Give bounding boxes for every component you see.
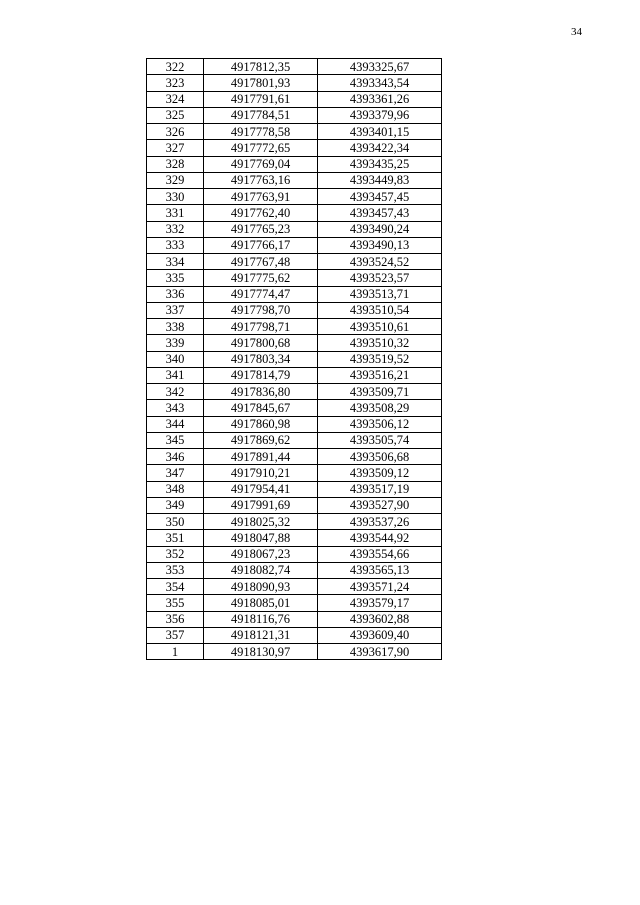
table-row	[147, 91, 442, 107]
x-coordinate-cell: 4917860,98	[204, 416, 318, 432]
x-coordinate-cell: 4917763,16	[204, 172, 318, 188]
table-row	[147, 627, 442, 643]
x-coordinate-cell: 4917869,62	[204, 432, 318, 448]
point-number-cell: 357	[147, 627, 204, 643]
table-row	[147, 237, 442, 253]
table-row	[147, 156, 442, 172]
y-coordinate-cell: 4393361,26	[318, 91, 442, 107]
point-number-cell: 322	[147, 59, 204, 75]
y-coordinate-cell: 4393505,74	[318, 432, 442, 448]
point-number-cell: 354	[147, 579, 204, 595]
y-coordinate-cell: 4393513,71	[318, 286, 442, 302]
x-coordinate-cell: 4917800,68	[204, 335, 318, 351]
x-coordinate-cell: 4917762,40	[204, 205, 318, 221]
y-coordinate-cell: 4393457,43	[318, 205, 442, 221]
point-number-cell: 356	[147, 611, 204, 627]
x-coordinate-cell: 4917798,71	[204, 319, 318, 335]
table-row	[147, 644, 442, 660]
table-row	[147, 351, 442, 367]
table-row	[147, 579, 442, 595]
table-row	[147, 205, 442, 221]
point-number-cell: 328	[147, 156, 204, 172]
x-coordinate-cell: 4917774,47	[204, 286, 318, 302]
y-coordinate-cell: 4393379,96	[318, 107, 442, 123]
page-number: 34	[571, 26, 582, 38]
y-coordinate-cell: 4393509,12	[318, 465, 442, 481]
point-number-cell: 345	[147, 432, 204, 448]
x-coordinate-cell: 4917845,67	[204, 400, 318, 416]
point-number-cell: 343	[147, 400, 204, 416]
x-coordinate-cell: 4917765,23	[204, 221, 318, 237]
table-row	[147, 530, 442, 546]
x-coordinate-cell: 4917775,62	[204, 270, 318, 286]
x-coordinate-cell: 4917803,34	[204, 351, 318, 367]
x-coordinate-cell: 4917767,48	[204, 254, 318, 270]
x-coordinate-cell: 4917778,58	[204, 124, 318, 140]
x-coordinate-cell: 4918130,97	[204, 644, 318, 660]
table-row	[147, 319, 442, 335]
y-coordinate-cell: 4393510,61	[318, 319, 442, 335]
y-coordinate-cell: 4393422,34	[318, 140, 442, 156]
table-row	[147, 367, 442, 383]
x-coordinate-cell: 4918116,76	[204, 611, 318, 627]
y-coordinate-cell: 4393508,29	[318, 400, 442, 416]
point-number-cell: 324	[147, 91, 204, 107]
point-number-cell: 342	[147, 384, 204, 400]
table-row	[147, 497, 442, 513]
y-coordinate-cell: 4393537,26	[318, 514, 442, 530]
table-row	[147, 59, 442, 75]
y-coordinate-cell: 4393510,54	[318, 302, 442, 318]
y-coordinate-cell: 4393579,17	[318, 595, 442, 611]
y-coordinate-cell: 4393523,57	[318, 270, 442, 286]
table-row	[147, 400, 442, 416]
point-number-cell: 346	[147, 449, 204, 465]
x-coordinate-cell: 4917812,35	[204, 59, 318, 75]
point-number-cell: 355	[147, 595, 204, 611]
point-number-cell: 334	[147, 254, 204, 270]
x-coordinate-cell: 4918090,93	[204, 579, 318, 595]
table-row	[147, 221, 442, 237]
x-coordinate-cell: 4917991,69	[204, 497, 318, 513]
table-row	[147, 302, 442, 318]
y-coordinate-cell: 4393506,68	[318, 449, 442, 465]
y-coordinate-cell: 4393449,83	[318, 172, 442, 188]
table-row	[147, 611, 442, 627]
point-number-cell: 352	[147, 546, 204, 562]
x-coordinate-cell: 4917798,70	[204, 302, 318, 318]
point-number-cell: 329	[147, 172, 204, 188]
point-number-cell: 347	[147, 465, 204, 481]
coordinates-table-body	[147, 59, 442, 660]
table-row	[147, 189, 442, 205]
table-row	[147, 124, 442, 140]
point-number-cell: 337	[147, 302, 204, 318]
x-coordinate-cell: 4918047,88	[204, 530, 318, 546]
y-coordinate-cell: 4393490,13	[318, 237, 442, 253]
point-number-cell: 335	[147, 270, 204, 286]
y-coordinate-cell: 4393565,13	[318, 562, 442, 578]
y-coordinate-cell: 4393516,21	[318, 367, 442, 383]
x-coordinate-cell: 4917763,91	[204, 189, 318, 205]
x-coordinate-cell: 4917836,80	[204, 384, 318, 400]
table-row	[147, 140, 442, 156]
y-coordinate-cell: 4393435,25	[318, 156, 442, 172]
y-coordinate-cell: 4393517,19	[318, 481, 442, 497]
x-coordinate-cell: 4917772,65	[204, 140, 318, 156]
point-number-cell: 349	[147, 497, 204, 513]
x-coordinate-cell: 4917766,17	[204, 237, 318, 253]
point-number-cell: 336	[147, 286, 204, 302]
table-row	[147, 286, 442, 302]
x-coordinate-cell: 4918085,01	[204, 595, 318, 611]
x-coordinate-cell: 4917910,21	[204, 465, 318, 481]
table-row	[147, 416, 442, 432]
point-number-cell: 327	[147, 140, 204, 156]
point-number-cell: 331	[147, 205, 204, 221]
y-coordinate-cell: 4393544,92	[318, 530, 442, 546]
table-row	[147, 335, 442, 351]
x-coordinate-cell: 4918121,31	[204, 627, 318, 643]
y-coordinate-cell: 4393509,71	[318, 384, 442, 400]
table-row	[147, 481, 442, 497]
table-row	[147, 254, 442, 270]
x-coordinate-cell: 4917814,79	[204, 367, 318, 383]
table-row	[147, 432, 442, 448]
point-number-cell: 340	[147, 351, 204, 367]
x-coordinate-cell: 4917784,51	[204, 107, 318, 123]
y-coordinate-cell: 4393524,52	[318, 254, 442, 270]
table-row	[147, 172, 442, 188]
y-coordinate-cell: 4393617,90	[318, 644, 442, 660]
table-row	[147, 107, 442, 123]
y-coordinate-cell: 4393571,24	[318, 579, 442, 595]
y-coordinate-cell: 4393506,12	[318, 416, 442, 432]
table-row	[147, 465, 442, 481]
y-coordinate-cell: 4393519,52	[318, 351, 442, 367]
point-number-cell: 333	[147, 237, 204, 253]
y-coordinate-cell: 4393325,67	[318, 59, 442, 75]
point-number-cell: 348	[147, 481, 204, 497]
point-number-cell: 338	[147, 319, 204, 335]
x-coordinate-cell: 4918067,23	[204, 546, 318, 562]
table-row	[147, 514, 442, 530]
point-number-cell: 344	[147, 416, 204, 432]
table-row	[147, 546, 442, 562]
y-coordinate-cell: 4393457,45	[318, 189, 442, 205]
y-coordinate-cell: 4393602,88	[318, 611, 442, 627]
point-number-cell: 339	[147, 335, 204, 351]
table-row	[147, 270, 442, 286]
y-coordinate-cell: 4393527,90	[318, 497, 442, 513]
y-coordinate-cell: 4393401,15	[318, 124, 442, 140]
x-coordinate-cell: 4918025,32	[204, 514, 318, 530]
y-coordinate-cell: 4393490,24	[318, 221, 442, 237]
y-coordinate-cell: 4393609,40	[318, 627, 442, 643]
x-coordinate-cell: 4918082,74	[204, 562, 318, 578]
point-number-cell: 325	[147, 107, 204, 123]
table-row	[147, 595, 442, 611]
x-coordinate-cell: 4917891,44	[204, 449, 318, 465]
y-coordinate-cell: 4393554,66	[318, 546, 442, 562]
point-number-cell: 353	[147, 562, 204, 578]
point-number-cell: 341	[147, 367, 204, 383]
point-number-cell: 1	[147, 644, 204, 660]
x-coordinate-cell: 4917801,93	[204, 75, 318, 91]
x-coordinate-cell: 4917769,04	[204, 156, 318, 172]
y-coordinate-cell: 4393510,32	[318, 335, 442, 351]
point-number-cell: 332	[147, 221, 204, 237]
point-number-cell: 351	[147, 530, 204, 546]
point-number-cell: 350	[147, 514, 204, 530]
coordinates-table	[146, 58, 442, 660]
table-row	[147, 562, 442, 578]
point-number-cell: 323	[147, 75, 204, 91]
table-row	[147, 75, 442, 91]
table-row	[147, 449, 442, 465]
table-row	[147, 384, 442, 400]
point-number-cell: 330	[147, 189, 204, 205]
y-coordinate-cell: 4393343,54	[318, 75, 442, 91]
point-number-cell: 326	[147, 124, 204, 140]
x-coordinate-cell: 4917954,41	[204, 481, 318, 497]
x-coordinate-cell: 4917791,61	[204, 91, 318, 107]
